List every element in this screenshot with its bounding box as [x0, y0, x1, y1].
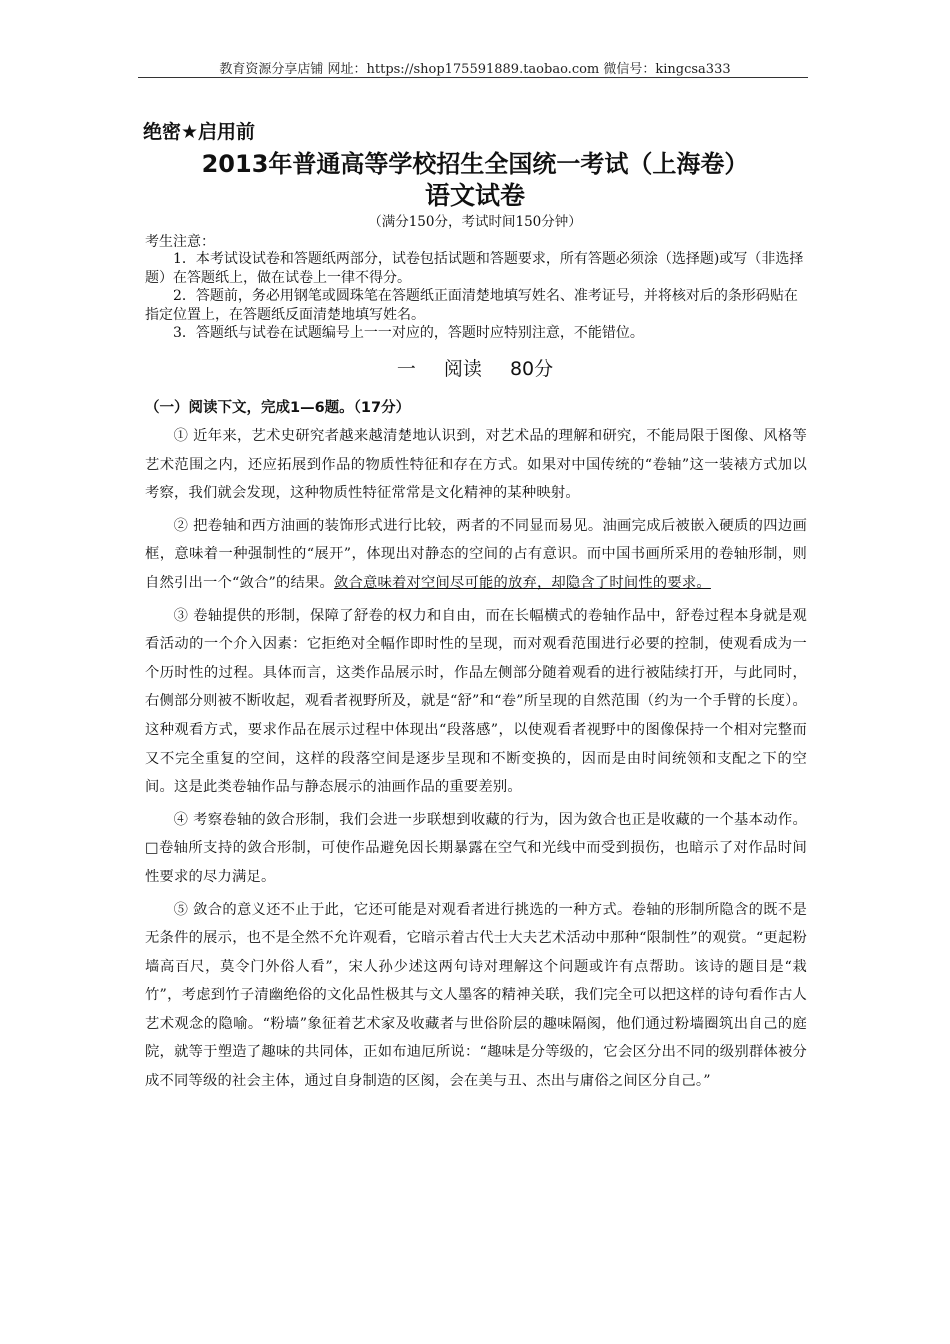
exam-title: 2013年普通高等学校招生全国统一考试（上海卷）	[201, 150, 749, 178]
section-number: 一	[396, 358, 416, 380]
section-heading	[0, 354, 950, 381]
paragraph-3: ③ 卷轴提供的形制，保障了舒卷的权力和自由，而在长幅横式的卷轴作品中，舒卷过程本身就是观看活动的一个介入因素：它拒绝对全幅作即时性的呈现，而对观看范围进行必要的控制，使观看成为一个历时性的过程。具体而言，这类作品展示时，作品左侧部分随着观看的进行被陆续打开，与此同时，右侧部分则被不断收起，观看者视野所及，就是“舒”和“卷”所呈现的自然范围（约为一个手臂的长度）。这种观看方式，要求作品在展示过程中体现出“段落感”，以使观看者视野中的图像保持一个相对完整而又不完全重复的空间，这样的段落空间是逐步呈现和不断变换的，因而是由时间统领和支配之下的空间。这是此类卷轴作品与静态展示的油画作品的重要差别。	[145, 607, 807, 796]
paragraph-2-text: ② 把卷轴和西方油画的装饰形式进行比较，两者的不同显而易见。油画完成后被嵌入硬质的四边画框，意味着一种强制性的“展开”，体现出对静态的空间的占有意识。而中国书画所采用的卷轴形制，则自然引出一个“敛合”的结果。	[145, 517, 807, 591]
notice-item-3: 3．答题纸与试卷在试题编号上一一对应的，答题时应特别注意，不能错位。	[173, 325, 644, 341]
notice-list	[145, 250, 807, 343]
paragraph-4: ④ 考察卷轴的敛合形制，我们会进一步联想到收藏的行为，因为敛合也正是收藏的一个基本动作。□卷轴所支持的敛合形制，可使作品避免因长期暴露在空气和光线中而受到损伤，也暗示了对作品时间性要求的尽力满足。	[145, 811, 807, 885]
score-time-note: （满分150分，考试时间150分钟）	[368, 214, 582, 230]
section-points: 80分	[509, 358, 554, 380]
notice-item-2: 2．答题前，务必用钢笔或圆珠笔在答题纸正面清楚地填写姓名、准考证号，并将核对后的条形码贴在指定位置上，在答题纸反面清楚地填写姓名。	[145, 288, 798, 323]
notice-item-1: 1．本考试设试卷和答题纸两部分，试卷包括试题和答题要求，所有答题必须涂（选择题)或写（非选择题）在答题纸上，做在试卷上一律不得分。	[145, 251, 804, 286]
header-divider	[138, 77, 808, 78]
part-title: （一）阅读下文，完成1—6题。（17分）	[145, 400, 411, 416]
confidential-label: 绝密★启用前	[143, 121, 256, 143]
notice-heading: 考生注意：	[145, 234, 215, 250]
paragraph-2	[145, 512, 807, 598]
underlined-sentence: 敛合意味着对空间尽可能的放弃，却隐含了时间性的要求。	[333, 574, 711, 591]
exam-subtitle: 语文试卷	[424, 181, 525, 210]
shop-header: 教育资源分享店铺 网址：https://shop175591889.taobao.com 微信号：kingcsa333	[219, 62, 731, 77]
paragraph-5: ⑤ 敛合的意义还不止于此，它还可能是对观看者进行挑选的一种方式。卷轴的形制所隐含的既不是无条件的展示，也不是全然不允许观看，它暗示着古代士大夫艺术活动中那种“限制性”的观赏。“更起粉墙高百尺，莫令门外俗人看”，宋人孙少述这两句诗对理解这个问题或许有点帮助。该诗的题目是“栽竹”，考虑到竹子清幽绝俗的文化品性极其与文人墨客的精神关联，我们完全可以把这样的诗句看作古人艺术观念的隐喻。“粉墙”象征着艺术家及收藏者与世俗阶层的趣味隔阂，他们通过粉墙圈筑出自己的庭院，就等于塑造了趣味的共同体，正如布迪厄所说：“趣味是分等级的，它会区分出不同的级别群体被分成不同等级的社会主体，通过自身制造的区阂，会在美与丑、杰出与庸俗之间区分自己。”	[145, 901, 807, 1090]
section-name: 阅读	[443, 358, 482, 380]
reading-passage	[145, 422, 807, 1100]
paragraph-1: ① 近年来，艺术史研究者越来越清楚地认识到，对艺术品的理解和研究，不能局限于图像、风格等艺术范围之内，还应拓展到作品的物质性特征和存在方式。如果对中国传统的“卷轴”这一装裱方式加以考察，我们就会发现，这种物质性特征常常是文化精神的某种映射。	[145, 428, 807, 502]
